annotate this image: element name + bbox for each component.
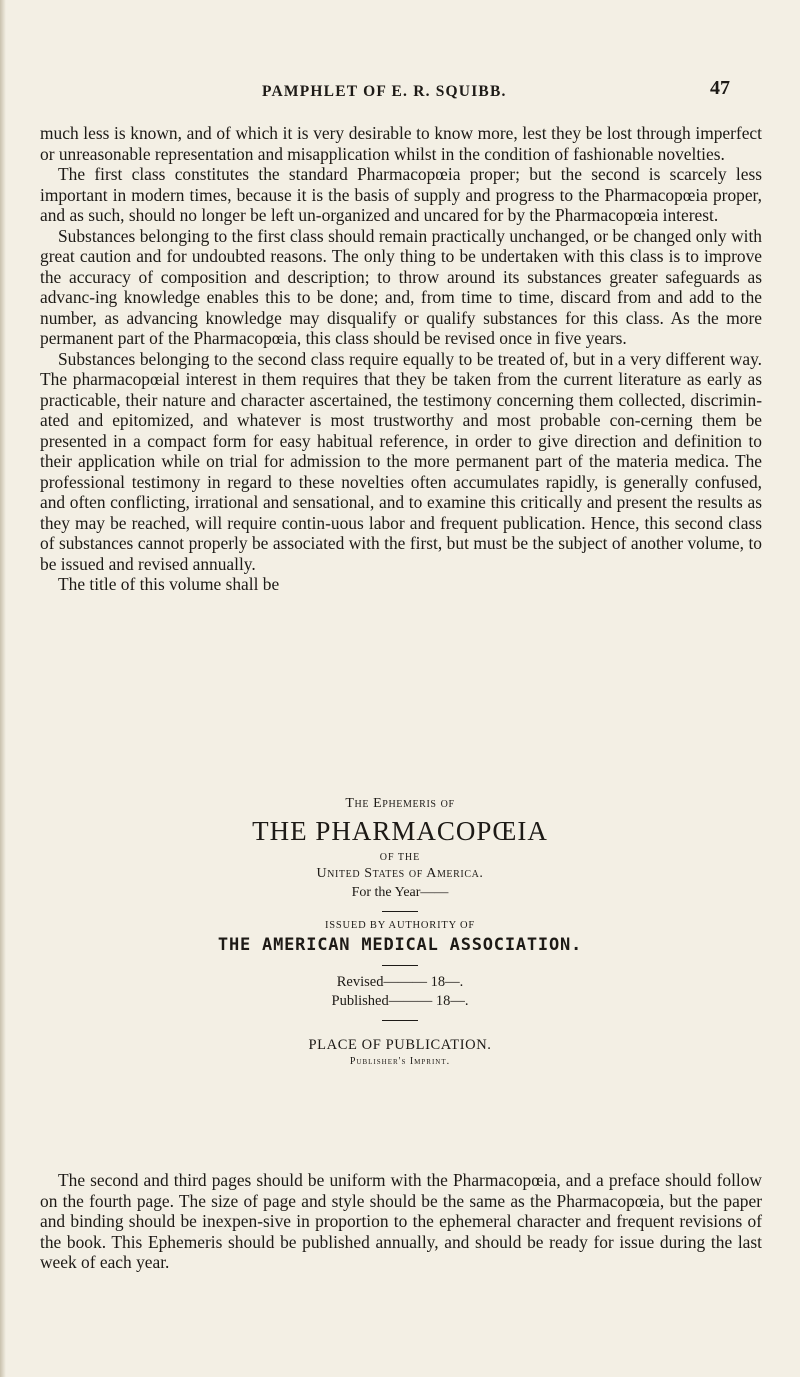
closing-text	[40, 1170, 762, 1273]
title-line-revised: Revised——— 18—.	[336, 974, 464, 990]
paragraph: The title of this volume shall be	[58, 574, 280, 594]
title-line-of-the: OF THE	[379, 852, 421, 863]
title-line-united-states: United States of America.	[316, 866, 484, 881]
body-text	[40, 123, 762, 595]
title-divider	[382, 965, 418, 966]
proposed-title-block	[0, 796, 800, 1067]
title-line-ephemeris: The Ephemeris of	[345, 796, 455, 811]
page-edge-shadow	[0, 0, 6, 1377]
title-line-imprint: Publisher's Imprint.	[349, 1056, 451, 1067]
paragraph: Substances belonging to the first class should remain practically unchanged, or be changed only with great caution and for undoubted reasons. The only thing to be undertaken with this class is to improve the accuracy of composition and description; to throw around its substances greater safeguards as advanc-ing knowledge enables this to be done; and, from time to time, discard from and add to the number, as advancing knowledge may disqualify or qualify substances for this class. As the more permanent part of the Pharmacopœia, this class should be revised once in five years.	[40, 225, 762, 348]
title-divider	[382, 1020, 418, 1021]
title-line-association: THE AMERICAN MEDICAL ASSOCIATION.	[217, 935, 583, 955]
title-line-issued-by: ISSUED BY AUTHORITY OF	[324, 920, 476, 931]
title-line-published: Published——— 18—.	[331, 993, 469, 1009]
paragraph: Substances belonging to the second class require equally to be treated of, but in a very different way. The pharmacopœial interest in them requires that they be taken from the current literature as early as practicable, their nature and character ascertained, the testimony concerning them collected, discrimin-ated and epitomized, and whatever is most trustworthy and most probable con-cerning them be presented in a compact form for easy habitual reference, in order to give direction and definition to their application while on trial for admission to the more permanent part of the materia medica. The professional testimony in regard to these novelties often accumulates rapidly, is generally confused, and often conflicting, irrational and sensational, and to examine this critically and present the results as they may be reached, will require contin-uous labor and frequent publication. Hence, this second class of substances cannot properly be associated with the first, but must be the subject of another volume, to be issued and revised annually.	[40, 348, 762, 574]
paragraph: The second and third pages should be uniform with the Pharmacopœia, and a preface should follow on the fourth page. The size of page and style should be the same as the Pharmacopœia, but the paper and binding should be inexpen-sive in proportion to the ephemeral character and frequent revisions of the book. This Ephemeris should be published annually, and should be ready for issue during the last week of each year.	[40, 1170, 762, 1272]
title-line-year: For the Year——	[351, 885, 449, 900]
paragraph: The first class constitutes the standard Pharmacopœia proper; but the second is scarcely less important in modern times, because it is the basis of supply and progress to the Pharmacopœia proper, and as such, should no longer be left un-organized and uncared for by the Pharmacopœia interest.	[40, 164, 762, 225]
title-line-place: PLACE OF PUBLICATION.	[308, 1037, 492, 1053]
page-number: 47	[710, 77, 730, 99]
title-line-pharmacopoeia: THE PHARMACOPŒIA	[252, 816, 548, 846]
running-head: PAMPHLET OF E. R. SQUIBB.	[262, 83, 507, 100]
paragraph: much less is known, and of which it is very desirable to know more, lest they be lost through imperfect or unreasonable representation and misapplication whilst in the condition of fashionable novelties.	[40, 123, 762, 164]
page-header	[0, 77, 800, 107]
title-divider	[382, 911, 418, 912]
